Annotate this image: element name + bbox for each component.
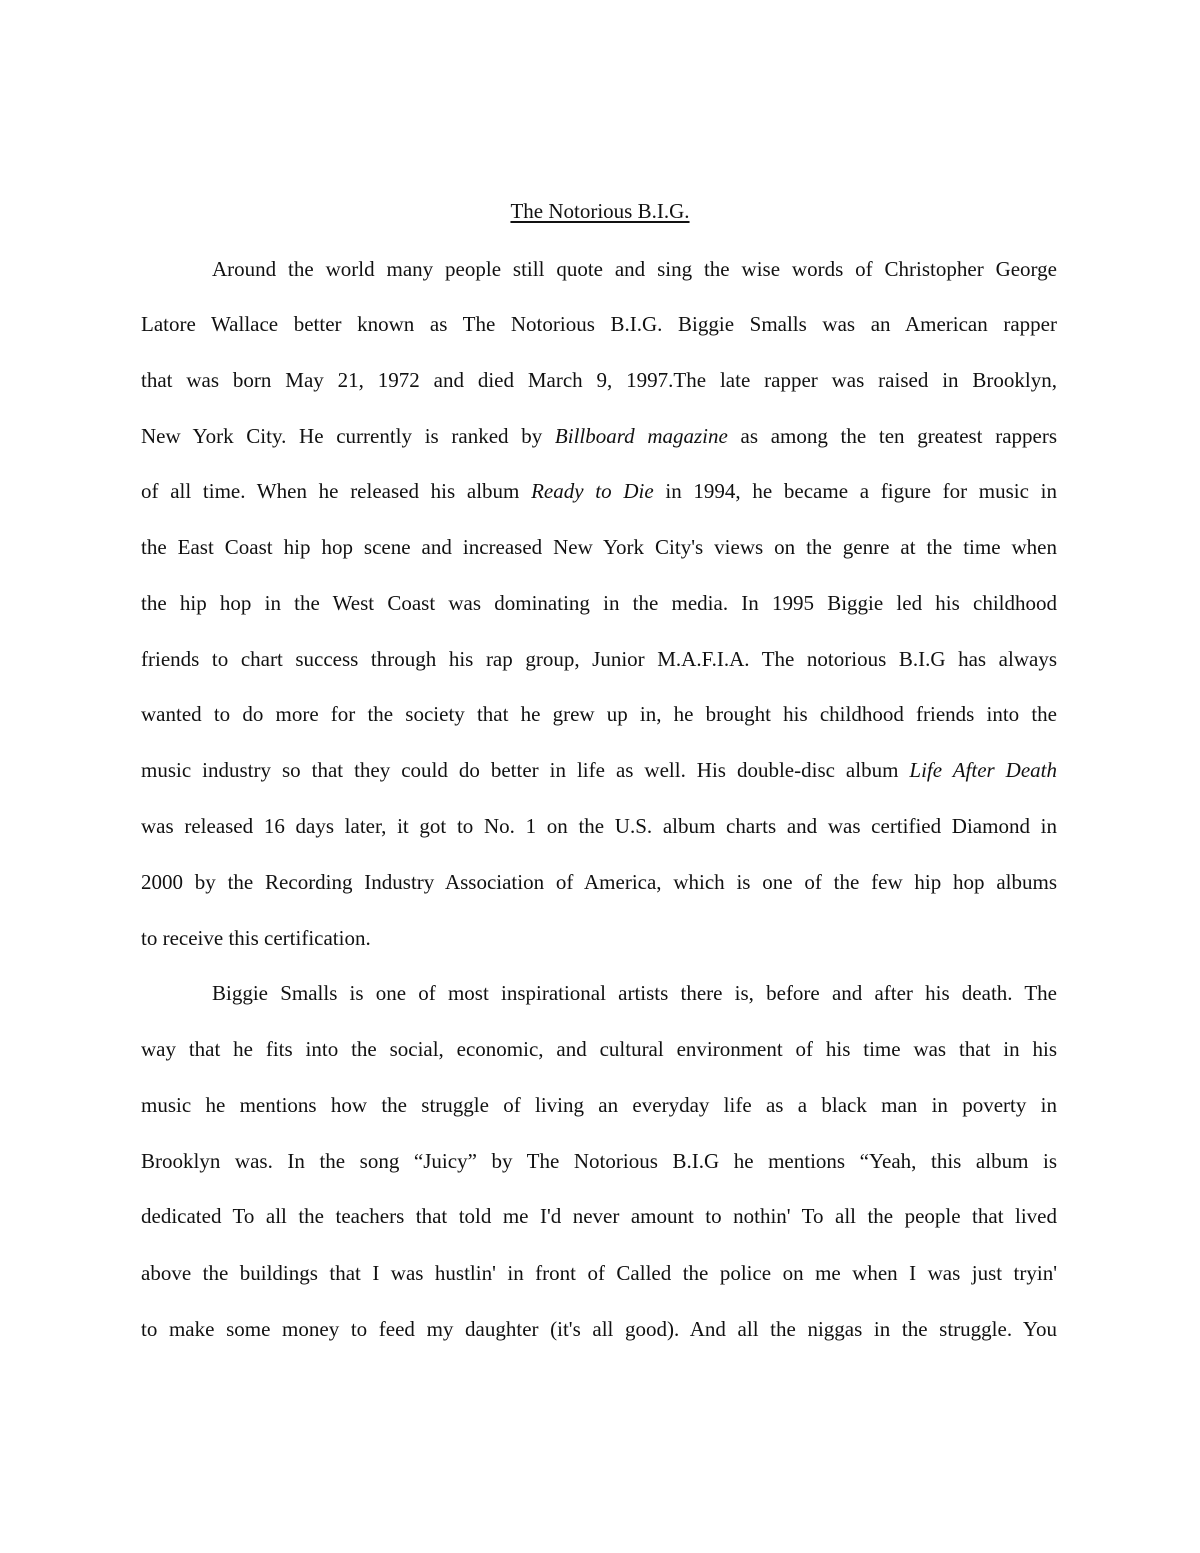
paragraph-2-line-1: Biggie Smalls is one of most inspirational artists there is, before and after his death. The [212,981,1057,1005]
paragraph-1-line-13: to receive this certification. [141,926,371,950]
paragraph-2-line-7: to make some money to feed my daughter (it's all good). And all the niggas in the struggle. You [141,1317,1057,1341]
paragraph-1-line-12: 2000 by the Recording Industry Association of America, which is one of the few hip hop albums [141,870,1057,894]
paragraph-2-line-3: music he mentions how the struggle of living an everyday life as a black man in poverty in [141,1093,1057,1117]
italic-album-title: Life After Death [909,758,1057,782]
paragraph-1-line-4 [141,422,1057,450]
paragraph-1-line-5 [141,477,1057,505]
document-title: The Notorious B.I.G. [510,199,690,223]
paragraph-2-line-4: Brooklyn was. In the song “Juicy” by The Notorious B.I.G he mentions “Yeah, this album is [141,1149,1057,1173]
paragraph-1-line-3: that was born May 21, 1972 and died March 9, 1997.The late rapper was raised in Brooklyn, [141,368,1057,392]
paragraph-1-line-8: friends to chart success through his rap group, Junior M.A.F.I.A. The notorious B.I.G has always [141,647,1057,671]
text-run: New York City. He currently is ranked by [141,424,555,448]
paragraph-1-line-1: Around the world many people still quote and sing the wise words of Christopher George [212,257,1057,281]
paragraph-1-line-6: the East Coast hip hop scene and increased New York City's views on the genre at the time when [141,535,1057,559]
paragraph-1-line-11: was released 16 days later, it got to No. 1 on the U.S. album charts and was certified Diamond in [141,814,1057,838]
paragraph-1-line-7: the hip hop in the West Coast was dominating in the media. In 1995 Biggie led his childhood [141,591,1057,615]
paragraph-1-line-2: Latore Wallace better known as The Notorious B.I.G. Biggie Smalls was an American rapper [141,312,1057,336]
text-run: as among the ten greatest rappers [727,424,1058,448]
paragraph-1-line-9: wanted to do more for the society that he grew up in, he brought his childhood friends into the [141,702,1057,726]
paragraph-2-line-2: way that he fits into the social, economic, and cultural environment of his time was that in his [141,1037,1057,1061]
paragraph-2-line-5: dedicated To all the teachers that told me I'd never amount to nothin' To all the people that lived [141,1204,1057,1228]
text-run: music industry so that they could do better in life as well. His double-disc album [141,758,910,782]
text-run: in 1994, he became a figure for music in [653,479,1058,503]
italic-album-title: Ready to Die [531,479,654,503]
paragraph-2-line-6: above the buildings that I was hustlin' in front of Called the police on me when I was just tryin' [141,1261,1057,1285]
text-run: of all time. When he released his album [141,479,532,503]
italic-publication-title: Billboard magazine [554,424,728,448]
paragraph-1-line-10 [141,756,1057,784]
